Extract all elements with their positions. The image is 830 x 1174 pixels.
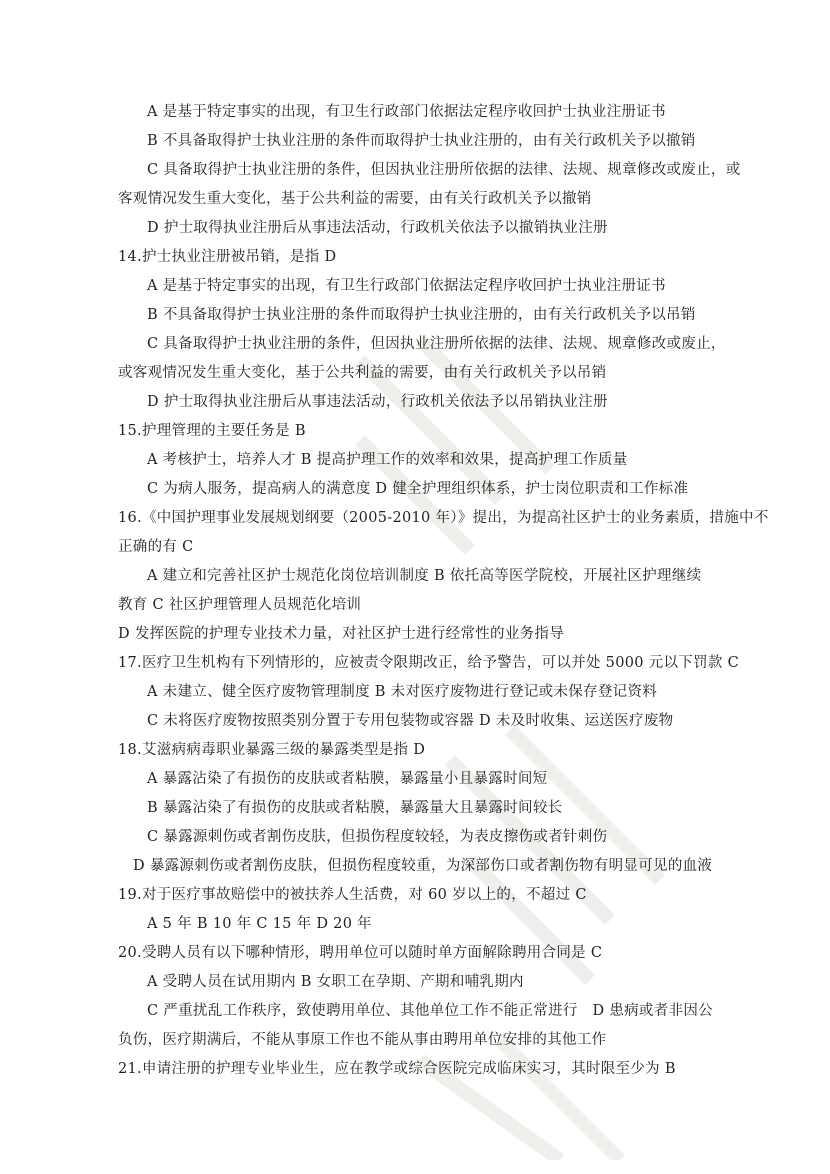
text-line-22: C 未将医疗废物按照类别分置于专用包装物或容器 D 未及时收集、运送医疗废物 xyxy=(147,713,674,729)
question-21: 21.申请注册的护理专业毕业生，应在教学或综合医院完成临床实习，其时限至少为 B xyxy=(118,1061,676,1077)
text-line-9: C 具备取得护士执业注册的条件，但因执业注册所依据的法律、法规、规章修改或废止， xyxy=(147,336,726,352)
text-line-33: 负伤，医疗期满后，不能从事原工作也不能从事由聘用单位安排的其他工作 xyxy=(118,1032,607,1048)
question-15: 15.护理管理的主要任务是 B xyxy=(118,423,306,439)
text-line-19: D 发挥医院的护理专业技术力量，对社区护士进行经常性的业务指导 xyxy=(118,626,565,642)
text-line-5: D 护士取得执业注册后从事违法活动，行政机关依法予以撤销执业注册 xyxy=(147,220,608,236)
question-19: 19.对于医疗事故赔偿中的被扶养人生活费，对 60 岁以上的，不超过 C xyxy=(118,887,587,903)
text-line-21: A 未建立、健全医疗废物管理制度 B 未对医疗废物进行登记或未保存登记资料 xyxy=(147,684,658,700)
question-20: 20.受聘人员有以下哪种情形，聘用单位可以随时单方面解除聘用合同是 C xyxy=(118,945,603,961)
text-line-27: D 暴露源刺伤或者割伤皮肤，但损伤程度较重，为深部伤口或者割伤物有明显可见的血液 xyxy=(133,858,713,874)
question-16: 16.《中国护理事业发展规划纲要（2005-2010 年）》提出，为提高社区护士的业务素质，措施中不 xyxy=(118,510,769,526)
text-line-3: C 具备取得护士执业注册的条件，但因执业注册所依据的法律、法规、规章修改或废止，或 xyxy=(147,162,741,178)
text-line-16: 正确的有 C xyxy=(118,539,194,555)
text-line-4: 客观情况发生重大变化，基于公共利益的需要，由有关行政机关予以撤销 xyxy=(118,191,592,207)
text-line-24: A 暴露沾染了有损伤的皮肤或者粘膜，暴露量小且暴露时间短 xyxy=(147,771,548,787)
text-line-32: C 严重扰乱工作秩序，致使聘用单位、其他单位工作不能正常进行 D 患病或者非因公 xyxy=(147,1003,713,1019)
text-line-10: 或客观情况发生重大变化，基于公共利益的需要，由有关行政机关予以吊销 xyxy=(118,365,607,381)
text-line-18: 教育 C 社区护理管理人员规范化培训 xyxy=(118,597,362,613)
text-line-14: C 为病人服务，提高病人的满意度 D 健全护理组织体系，护士岗位职责和工作标准 xyxy=(147,481,689,497)
question-17: 17.医疗卫生机构有下列情形的，应被责令限期改正，给予警告，可以并处 5000 元以下罚款 C xyxy=(118,655,739,671)
text-line-25: B 暴露沾染了有损伤的皮肤或者粘膜，暴露量大且暴露时间较长 xyxy=(147,800,563,816)
question-18: 18.艾滋病病毒职业暴露三级的暴露类型是指 D xyxy=(118,742,426,758)
text-line-13: A 考核护士，培养人才 B 提高护理工作的效率和效果，提高护理工作质量 xyxy=(147,452,628,468)
text-line-11: D 护士取得执业注册后从事违法活动，行政机关依法予以吊销执业注册 xyxy=(147,394,608,410)
text-line-8: B 不具备取得护士执业注册的条件而取得护士执业注册的，由有关行政机关予以吊销 xyxy=(147,307,696,323)
text-line-7: A 是基于特定事实的出现，有卫生行政部门依据法定程序收回护士执业注册证书 xyxy=(147,278,666,294)
text-line-1: A 是基于特定事实的出现，有卫生行政部门依据法定程序收回护士执业注册证书 xyxy=(147,104,666,120)
text-line-17: A 建立和完善社区护士规范化岗位培训制度 B 依托高等医学院校，开展社区护理继续 xyxy=(147,568,702,584)
text-line-2: B 不具备取得护士执业注册的条件而取得护士执业注册的，由有关行政机关予以撤销 xyxy=(147,133,696,149)
text-line-26: C 暴露源刺伤或者割伤皮肤，但损伤程度较轻，为表皮擦伤或者针刺伤 xyxy=(147,829,608,845)
question-14: 14.护士执业注册被吊销，是指 D xyxy=(118,249,337,265)
text-line-31: A 受聘人员在试用期内 B 女职工在孕期、产期和哺乳期内 xyxy=(147,974,524,990)
text-line-29: A 5 年 B 10 年 C 15 年 D 20 年 xyxy=(147,916,372,932)
